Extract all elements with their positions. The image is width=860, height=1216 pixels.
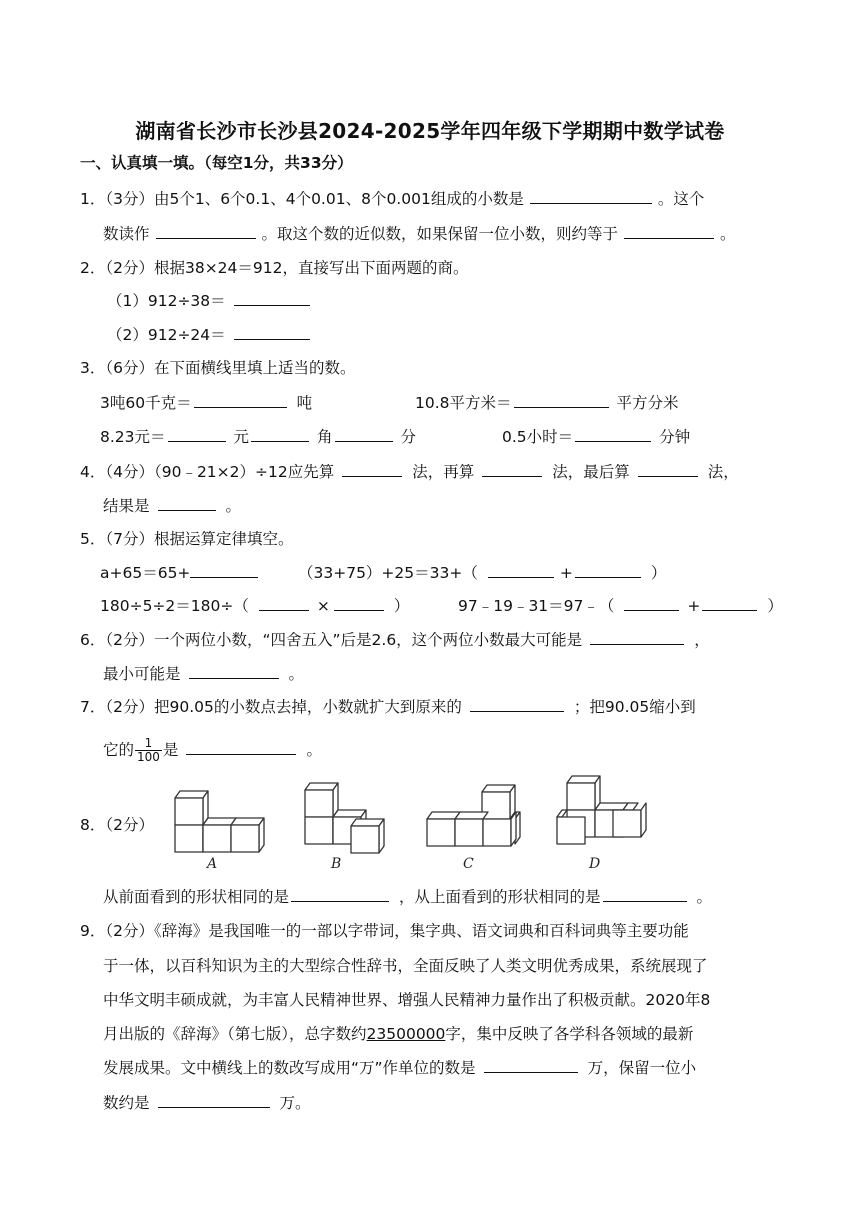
q5-text: （33+75）+25＝33+（ <box>298 564 478 582</box>
q3-row-1a <box>100 393 312 413</box>
question-9-line-4 <box>103 1024 693 1044</box>
q5-row-1a <box>100 563 258 583</box>
q3-text: 10.8平方米＝ <box>415 394 512 412</box>
question-8-line-2 <box>103 887 712 907</box>
question-6-line-1 <box>80 630 710 650</box>
section-heading: 一、认真填一填。（每空1分，共33分） <box>80 154 353 172</box>
q2-blank-1[interactable] <box>234 291 310 306</box>
q5-text: ） <box>650 564 667 582</box>
q5-text: + <box>559 564 573 582</box>
q3-text: 吨 <box>296 394 313 412</box>
q9-text: 发展成果。文中横线上的数改写成用“万”作单位的数是 <box>103 1059 476 1077</box>
figure-label-d: D <box>589 856 601 872</box>
q3-text: 分 <box>400 428 417 446</box>
q3-row-1b <box>415 393 679 413</box>
q9-text: 月出版的《辞海》（第七版），总字数约 <box>103 1025 367 1043</box>
underlined-number: 23500000 <box>366 1025 446 1043</box>
q4-blank-3[interactable] <box>638 462 698 477</box>
q1-blank-3[interactable] <box>624 224 714 239</box>
q1-text: 。这个 <box>657 190 705 208</box>
q3-text: 平方分米 <box>616 394 679 412</box>
q9-text: 数约是 <box>103 1094 150 1112</box>
q1-text: 。 <box>720 225 736 243</box>
q3-text: 3吨60千克＝ <box>100 394 192 412</box>
q3-blank-3[interactable] <box>168 427 226 442</box>
question-7-line-1 <box>80 697 696 717</box>
question-4-line-2 <box>103 496 241 516</box>
q1-text: 数读作 <box>103 225 150 243</box>
q3-blank-1[interactable] <box>194 393 287 408</box>
q6-blank-1[interactable] <box>590 630 684 645</box>
q2-text: （2）912÷24＝ <box>107 326 226 344</box>
q9-text: 万。 <box>279 1094 311 1112</box>
question-3: 3．（6分）在下面横线里填上适当的数。 <box>80 359 356 377</box>
question-7-line-2 <box>103 737 322 764</box>
q5-text: ） <box>393 597 410 615</box>
q9-blank-1[interactable] <box>484 1058 578 1073</box>
q5-row-1b <box>298 563 666 583</box>
fraction-denominator: 100 <box>137 750 160 764</box>
q5-blank-2[interactable] <box>488 563 554 578</box>
fraction-numerator: 1 <box>135 737 162 751</box>
figure-label-b: B <box>331 856 342 872</box>
q5-blank-1[interactable] <box>190 563 258 578</box>
q4-text: 。 <box>225 497 242 515</box>
q3-blank-4[interactable] <box>251 427 309 442</box>
question-8: 8．（2分） <box>80 816 154 834</box>
q3-blank-6[interactable] <box>575 427 651 442</box>
q3-text: 分钟 <box>659 428 691 446</box>
cube-figures <box>165 770 660 875</box>
q4-blank-2[interactable] <box>482 462 542 477</box>
q2-text: （1）912÷38＝ <box>107 292 226 310</box>
q6-text: 6．（2分）一个两位小数，“四舍五入”后是2.6，这个两位小数最大可能是 <box>80 631 583 649</box>
q4-blank-1[interactable] <box>342 462 402 477</box>
q7-blank-2[interactable] <box>186 740 296 755</box>
q5-text: + <box>687 597 701 615</box>
q3-row-2a <box>100 427 416 447</box>
q8-blank-1[interactable] <box>291 887 389 902</box>
q5-blank-3[interactable] <box>575 563 641 578</box>
q6-blank-2[interactable] <box>189 664 279 679</box>
question-6-line-2 <box>103 664 304 684</box>
q5-row-2b <box>458 596 783 616</box>
figure-label-c: C <box>463 856 474 872</box>
question-9-line-2: 于一体，以百科知识为主的大型综合性辞书，全面反映了人类文明优秀成果，系统展现了 <box>103 957 708 975</box>
q4-text: 法，最后算 <box>552 463 630 481</box>
question-1-line-1 <box>80 189 704 209</box>
page-title: 湖南省长沙市长沙县2024-2025学年四年级下学期期中数学试卷 <box>135 119 725 143</box>
question-9-line-3: 中华文明丰硕成就，为丰富人民精神世界、增强人民精神力量作出了积极贡献。2020年8 <box>103 991 711 1009</box>
q3-text: 角 <box>317 428 333 446</box>
q3-text: 0.5小时＝ <box>502 428 574 446</box>
q4-text: 法， <box>707 463 739 481</box>
q4-text: 结果是 <box>103 497 150 515</box>
q5-text: a+65＝65+ <box>100 564 191 582</box>
question-4-line-1 <box>80 462 739 482</box>
q1-text: 1．（3分）由5个1、6个0.1、4个0.01、8个0.001组成的小数是 <box>80 190 524 208</box>
q4-blank-4[interactable] <box>158 496 216 511</box>
fraction-one-hundredth <box>135 737 162 764</box>
q6-text: ， <box>694 631 710 649</box>
q8-text: 。 <box>696 888 713 906</box>
q4-text: 法，再算 <box>412 463 475 481</box>
q7-text: 它的 <box>103 741 135 759</box>
question-1-line-2 <box>103 224 736 244</box>
q3-text: 8.23元＝ <box>100 428 166 446</box>
q8-blank-2[interactable] <box>603 887 687 902</box>
question-9-line-1: 9．（2分）《辞海》是我国唯一的一部以字带词，集字典、语文词典和百科词典等主要功能 <box>80 922 689 940</box>
q5-text: ） <box>767 597 783 615</box>
q4-text: 4．（4分）（90﹣21×2）÷12应先算 <box>80 463 335 481</box>
q2-part-1 <box>107 291 310 311</box>
q1-blank-2[interactable] <box>156 224 256 239</box>
question-5: 5．（7分）根据运算定律填空。 <box>80 530 294 548</box>
q2-blank-2[interactable] <box>234 325 310 340</box>
q7-text: ；把90.05缩小到 <box>573 698 696 716</box>
q9-blank-2[interactable] <box>158 1093 270 1108</box>
q5-text: 180÷5÷2＝180÷（ <box>100 597 249 615</box>
q5-text: 97﹣19﹣31＝97﹣（ <box>458 597 615 615</box>
q6-text: 。 <box>288 665 305 683</box>
q7-blank-1[interactable] <box>470 697 564 712</box>
q3-row-2b <box>502 427 690 447</box>
q3-text: 元 <box>233 428 250 446</box>
q2-part-2 <box>107 325 310 345</box>
question-9-line-6 <box>103 1093 311 1113</box>
figure-label-a: A <box>207 856 218 872</box>
q5-blank-6[interactable] <box>624 596 679 611</box>
q5-blank-5[interactable] <box>334 596 384 611</box>
question-9-line-5 <box>103 1058 696 1078</box>
q6-text: 最小可能是 <box>103 665 181 683</box>
q5-blank-4[interactable] <box>259 596 309 611</box>
q9-text: 字，集中反映了各学科各领域的最新 <box>445 1025 694 1043</box>
q7-text: 7．（2分）把90.05的小数点去掉，小数就扩大到原来的 <box>80 698 462 716</box>
q7-text: 是 <box>162 741 179 759</box>
question-2: 2．（2分）根据38×24＝912，直接写出下面两题的商。 <box>80 259 469 277</box>
q9-text: 万，保留一位小 <box>587 1059 697 1077</box>
q5-text: × <box>316 597 330 615</box>
q5-blank-7[interactable] <box>702 596 757 611</box>
q8-text: ，从上面看到的形状相同的是 <box>399 888 601 906</box>
q1-blank-1[interactable] <box>530 189 652 204</box>
q1-text: 。取这个数的近似数，如果保留一位小数，则约等于 <box>261 225 619 243</box>
q7-text: 。 <box>306 741 322 759</box>
q3-blank-5[interactable] <box>335 427 393 442</box>
q3-blank-2[interactable] <box>514 393 609 408</box>
q5-row-2a <box>100 596 409 616</box>
q8-text: 从前面看到的形状相同的是 <box>103 888 290 906</box>
